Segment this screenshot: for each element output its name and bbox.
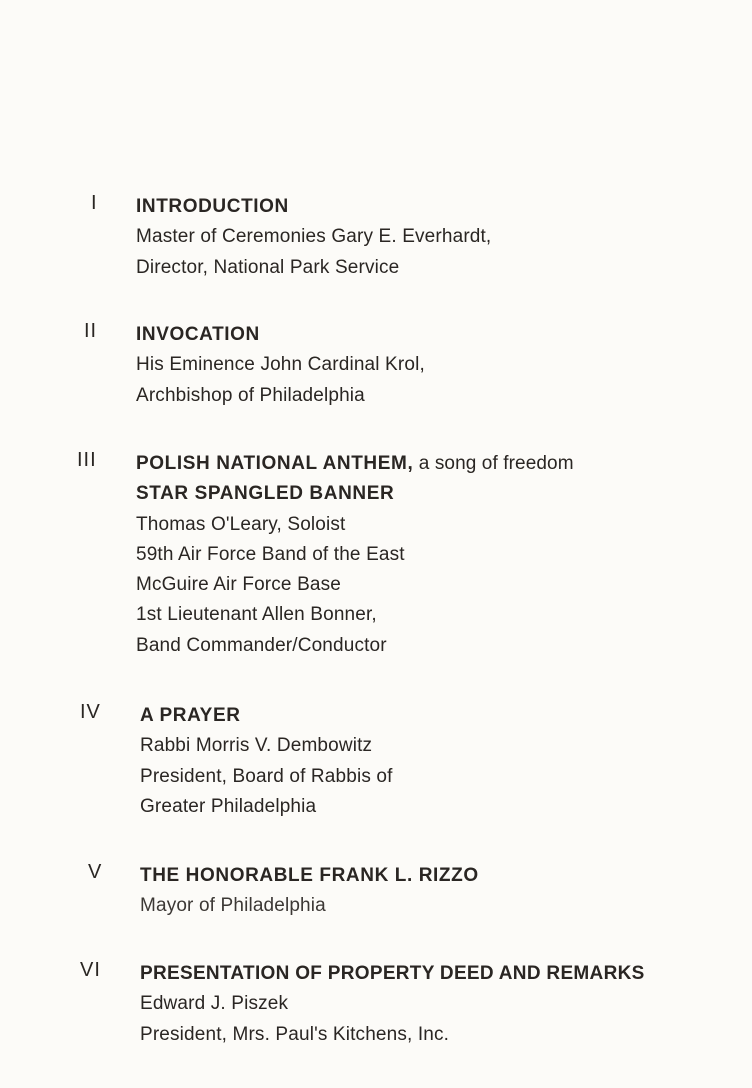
item-line: His Eminence John Cardinal Krol,	[136, 354, 425, 376]
item-numeral: I	[91, 192, 98, 214]
item-numeral: II	[84, 320, 98, 342]
item-line: President, Board of Rabbis of	[140, 765, 393, 787]
item-heading: POLISH NATIONAL ANTHEM,	[136, 453, 414, 474]
item-numeral: IV	[80, 701, 101, 723]
item-heading: INTRODUCTION	[136, 196, 289, 217]
item-line: Rabbi Morris V. Dembowitz	[140, 735, 373, 757]
item-numeral: III	[77, 449, 97, 471]
item-line: Thomas O'Leary, Soloist	[136, 513, 346, 535]
item-numeral: VI	[80, 959, 101, 981]
item-line: 59th Air Force Band of the East	[136, 543, 405, 565]
item-heading: INVOCATION	[136, 324, 260, 345]
item-heading-secondary: STAR SPANGLED BANNER	[136, 483, 395, 505]
item-line: Mayor of Philadelphia	[140, 895, 326, 917]
item-numeral: V	[88, 861, 103, 883]
item-line: McGuire Air Force Base	[136, 574, 341, 596]
item-heading-suffix: a song of freedom	[418, 453, 574, 474]
item-heading: PRESENTATION OF PROPERTY DEED AND REMARKS	[140, 963, 645, 984]
item-line: Archbishop of Philadelphia	[136, 384, 365, 406]
item-heading: A PRAYER	[140, 705, 241, 726]
item-line: Edward J. Piszek	[140, 993, 289, 1015]
item-heading: THE HONORABLE FRANK L. RIZZO	[140, 865, 479, 886]
item-line: Greater Philadelphia	[140, 795, 317, 817]
item-line: Band Commander/Conductor	[136, 634, 387, 656]
item-line: President, Mrs. Paul's Kitchens, Inc.	[140, 1023, 450, 1045]
item-line: 1st Lieutenant Allen Bonner,	[136, 604, 377, 626]
item-line: Master of Ceremonies Gary E. Everhardt,	[136, 226, 492, 248]
item-line: Director, National Park Service	[136, 256, 400, 278]
